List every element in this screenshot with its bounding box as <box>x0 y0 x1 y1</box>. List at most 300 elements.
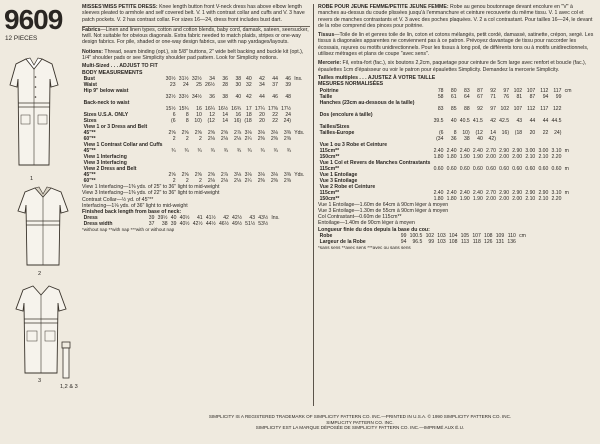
table-cell: 40 <box>170 215 177 222</box>
table-cell: 2.90 <box>512 147 523 154</box>
row-label: Vue 1 Entoilage <box>319 171 358 178</box>
table-cell: 43 <box>249 215 256 222</box>
table-cell: 37 <box>272 81 278 88</box>
table-cell: 103 <box>437 233 446 240</box>
table-cell: 24) <box>554 129 562 136</box>
table-cell: 53½ <box>258 221 269 228</box>
table-cell: 39½ <box>157 215 168 222</box>
row-label: View 1 Interfacing <box>83 153 127 160</box>
table-cell: 16¼ <box>204 105 215 112</box>
table-cell: 34 <box>209 75 215 82</box>
table-cell: 108 <box>484 233 493 240</box>
notions-en-text: Thread, seam binding (opt.), six 5/8" buttons, 2" wide belt backing and buckle kit (opt.), 1/4" shoulder pads or see Simplicity shoulder pad pattern. Look for Simplicity notions. <box>82 48 304 62</box>
table-cell: 2.10 <box>525 195 536 202</box>
table-cell: 2⅛ <box>220 177 229 184</box>
tissus-fr <box>318 32 594 57</box>
table-cell: 2⅝ <box>194 171 202 178</box>
table-cell: 44 <box>272 75 278 82</box>
row-label: Vue 1 ou 3 Robe et Ceinture <box>319 141 388 148</box>
yardage-table-fr <box>318 88 573 202</box>
table-cell: 76 <box>503 93 510 100</box>
english-column <box>82 4 310 233</box>
table-cell: 2.20 <box>551 195 562 202</box>
table-cell: 2.40 <box>472 147 483 154</box>
table-cell: 2 <box>172 135 176 142</box>
table-cell: 2⅝ <box>181 171 189 178</box>
table-cell: 87 <box>477 87 483 94</box>
table-cell: 80 <box>450 87 457 94</box>
table-cell: 14 <box>222 111 229 118</box>
table-cell: 10 <box>196 111 202 118</box>
row-unit: Yds. <box>294 129 305 136</box>
row-label: Dress width <box>83 221 113 228</box>
table-cell: 109 <box>495 233 505 240</box>
table-cell: 17 <box>246 105 252 112</box>
table-cell: 2.40 <box>446 147 457 154</box>
row-label: View 3 Interfacing <box>83 159 127 166</box>
table-cell: 30½ <box>165 75 176 82</box>
table-cell: 20 <box>529 129 536 136</box>
row-unit: Ins. <box>271 215 280 222</box>
table-cell: 2.40 <box>459 147 470 154</box>
row-label: View 1 Contrast Collar and Cuffs <box>83 141 163 148</box>
row-label: View 1 or 3 Dress and Belt <box>83 123 148 130</box>
table-cell: 40 <box>450 117 457 124</box>
table-cell: 113 <box>461 239 470 246</box>
table-cell: 3⅛ <box>270 129 278 136</box>
table-cell: 107 <box>513 105 523 112</box>
yardage-table-en <box>82 76 306 184</box>
row-label: 45"** <box>83 129 96 136</box>
table-cell: 40.5 <box>459 117 470 124</box>
table-cell: 42 <box>223 215 229 222</box>
view-2-sketch <box>16 185 70 270</box>
table-cell: 103 <box>437 239 446 246</box>
table-cell: 3⅛ <box>244 171 252 178</box>
table-cell: 42½ <box>232 215 242 222</box>
table-cell: 42.5 <box>499 117 510 124</box>
table-cell: 42 <box>246 93 252 100</box>
table-cell: 2.10 <box>538 195 549 202</box>
fabrics-en <box>82 27 310 46</box>
table-cell: 2.90 <box>499 189 510 196</box>
table-cell: 87 <box>529 93 536 100</box>
row-label: View 2 Dress and Belt <box>83 165 137 172</box>
piece-count: 12 PIECES <box>5 35 38 42</box>
table-cell: ¾ <box>247 147 252 154</box>
table-cell: 110 <box>507 233 516 240</box>
table-cell: 10) <box>462 129 470 136</box>
row-label: Back-neck to waist <box>83 99 130 106</box>
table-cell: 44½ <box>205 221 216 228</box>
table-cell: 39 <box>285 81 292 88</box>
footer-company: SIMPLICITY PATTERN CO. INC. <box>326 419 394 425</box>
row-label: 150cm** <box>319 153 340 160</box>
table-cell: 2 <box>198 177 202 184</box>
view-2-label: 2 <box>38 271 42 277</box>
row-label: 60"** <box>83 177 96 184</box>
table-cell: 16½ <box>218 105 229 112</box>
table-cell: 2.90 <box>499 147 510 154</box>
row-unit: Ins. <box>294 75 303 82</box>
footer <box>140 414 580 431</box>
table-cell: (12 <box>207 117 215 124</box>
table-cell: 1.90 <box>459 153 470 160</box>
table-cell: 2⅛ <box>234 177 242 184</box>
table-cell: 2⅛ <box>207 135 215 142</box>
finished-table-en <box>82 215 281 227</box>
table-cell: 2 <box>172 177 176 184</box>
belt-view-label: 1,2 & 3 <box>60 384 78 390</box>
table-cell: 16 <box>235 111 242 118</box>
table-cell: 99 <box>428 239 435 246</box>
row-label: Taille <box>319 93 333 100</box>
row-label: Vue 2 Robe et Ceinture <box>319 183 376 190</box>
table-cell: 2⅜ <box>257 177 265 184</box>
table-cell: ¾ <box>210 147 215 154</box>
table-cell: 2⅝ <box>220 129 229 136</box>
fabrics-en-label: Fabrics <box>82 26 101 33</box>
table-cell: 36 <box>209 93 215 100</box>
table-cell: 22 <box>542 129 549 136</box>
table-cell: 88 <box>464 105 470 112</box>
table-cell: 67 <box>477 93 483 100</box>
table-cell: 2.00 <box>486 195 496 202</box>
table-cell: 15¾ <box>178 105 189 112</box>
table-cell: 8 <box>185 111 189 118</box>
table-cell: 16¾ <box>231 105 242 112</box>
table-cell: 0.60 <box>459 165 470 172</box>
table-cell: 40½ <box>179 215 190 222</box>
table-cell: 2.40 <box>433 189 444 196</box>
table-cell: 2.40 <box>446 189 457 196</box>
table-cell: 99 <box>555 93 562 100</box>
table-cell: 1.80 <box>433 195 444 202</box>
interfacing-v3-en: View 3 Interfacing—1⅜ yds. of 22" to 36" light to mid-weight <box>82 190 220 197</box>
table-cell: 42 <box>259 75 265 82</box>
table-cell: 40 <box>477 135 483 142</box>
title-fr: ROBE POUR JEUNE FEMME/PETITE JEUNE FEMME: <box>318 4 449 10</box>
table-cell: 2.00 <box>512 195 523 202</box>
table-cell: 40 <box>246 75 252 82</box>
finished-table-fr <box>318 233 527 245</box>
table-cell: 3.00 <box>538 147 549 154</box>
table-cell: 2.90 <box>538 189 549 196</box>
table-cell: 2¼ <box>244 177 252 184</box>
table-cell: 112 <box>527 105 536 112</box>
table-cell: 17½ <box>281 105 292 112</box>
table-cell: 20 <box>259 117 265 124</box>
table-cell: 41½ <box>205 215 216 222</box>
table-cell: 32½ <box>165 93 176 100</box>
table-cell: 102 <box>513 87 523 94</box>
table-cell: 17⅜ <box>267 105 278 112</box>
table-cell: 2.40 <box>433 147 444 154</box>
table-cell: 107 <box>472 233 481 240</box>
table-cell: 61 <box>450 93 457 100</box>
table-cell: 44 <box>529 117 536 124</box>
table-cell: 38 <box>235 75 242 82</box>
entoilage-v3-fr: Vue 3 Entoilage—1.30m de 55cm à 90cm léger à moyen <box>318 207 449 214</box>
table-cell: 3⅛ <box>234 171 242 178</box>
table-cell: 2⅝ <box>207 129 215 136</box>
table-cell: 2⅝ <box>207 171 215 178</box>
table-cell: 92 <box>477 105 483 112</box>
table-cell: 78 <box>437 87 444 94</box>
entoilage-v2-fr: Entoilage—1.40m de 90cm léger à moyen <box>318 220 415 227</box>
table-cell: 2⅛ <box>234 135 242 142</box>
table-cell: (6 <box>438 129 444 136</box>
table-cell: 0.60 <box>551 165 562 172</box>
row-label: Vue 1 Col et Revers de Manches Contrastants <box>319 159 431 166</box>
table-cell: 3⅜ <box>283 129 292 136</box>
table-cell: 85 <box>450 105 457 112</box>
mesures-fr: MESURES NORMALISÉES <box>318 81 384 88</box>
notions-en <box>82 49 310 62</box>
table-cell: 37 <box>148 221 155 228</box>
table-cell: 41.5 <box>472 117 483 124</box>
table-cell: 32½ <box>191 75 202 82</box>
table-cell: 28 <box>222 81 229 88</box>
table-cell: 25 <box>196 81 202 88</box>
row-label: Sizes <box>83 117 97 124</box>
row-label: 60"** <box>83 135 96 142</box>
table-cell: 41 <box>196 215 203 222</box>
table-cell: 64 <box>464 93 470 100</box>
table-cell: 2.40 <box>459 189 470 196</box>
table-cell: 42) <box>488 135 496 142</box>
table-cell: 2.70 <box>486 189 496 196</box>
table-cell: 40 <box>235 93 242 100</box>
table-cell: 2⅛ <box>220 135 229 142</box>
table-cell: 44 <box>259 93 265 100</box>
table-cell: 22 <box>272 117 278 124</box>
table-cell: ¾ <box>273 147 278 154</box>
row-unit: m <box>564 189 569 196</box>
finished-back-en: Finished back length from base of neck: <box>82 209 182 216</box>
table-cell: 2⅜ <box>257 135 265 142</box>
table-cell: 2⅝ <box>194 129 202 136</box>
table-cell: 83 <box>464 87 470 94</box>
table-cell: 136 <box>507 239 516 246</box>
table-cell: 3⅛ <box>244 129 252 136</box>
row-label: Dos (encolure à taille) <box>319 111 373 118</box>
table-cell: ¾ <box>184 147 189 154</box>
table-cell: 2⅜ <box>270 135 278 142</box>
table-cell: 2⅝ <box>168 129 176 136</box>
table-cell: 36 <box>450 135 457 142</box>
description-fr <box>318 4 594 29</box>
table-cell: 14 <box>222 117 229 124</box>
table-cell: 94 <box>542 93 549 100</box>
table-cell: 2⅝ <box>168 171 176 178</box>
table-cell: 16) <box>501 129 510 136</box>
table-cell: 104 <box>448 233 458 240</box>
row-label: 115cm** <box>319 147 340 154</box>
tissus-fr-label: Tissus <box>318 32 335 39</box>
row-label: Tailles-Europe <box>319 129 355 136</box>
table-cell: 38 <box>464 135 470 142</box>
table-cell: 16) <box>233 117 242 124</box>
table-cell: 131 <box>495 239 505 246</box>
table-cell: 44 <box>542 117 549 124</box>
table-cell: 2⅝ <box>181 129 189 136</box>
table-cell: 17¼ <box>254 105 265 112</box>
table-cell: 2⅞ <box>234 129 242 136</box>
table-cell: 26½ <box>204 81 215 88</box>
row-label: Vue 3 Entoilage <box>319 177 358 184</box>
table-cell: 39.5 <box>433 117 444 124</box>
table-cell: (18 <box>244 117 252 124</box>
table-cell: 39 <box>170 221 177 228</box>
table-cell: 0.60 <box>512 165 523 172</box>
table-cell: 30 <box>235 81 242 88</box>
table-cell: 99 <box>400 233 407 240</box>
table-cell: 96.5 <box>412 239 423 246</box>
row-label: Robe <box>319 233 333 240</box>
table-cell: 6 <box>172 111 176 118</box>
view-3-label: 3 <box>38 378 42 384</box>
table-cell: 18 <box>246 111 252 118</box>
table-cell: 1.80 <box>446 195 457 202</box>
table-cell: 3⅛ <box>257 129 265 136</box>
table-cell: 24) <box>283 117 292 124</box>
table-cell: 100.5 <box>409 233 423 240</box>
table-cell: 117 <box>553 87 562 94</box>
table-cell: (6 <box>171 117 176 124</box>
row-unit: m <box>564 165 569 172</box>
table-cell: 71 <box>490 93 496 100</box>
table-cell: 8 <box>185 117 189 124</box>
table-cell: 42½ <box>192 221 203 228</box>
belt-sketch <box>58 340 74 380</box>
longueur-fr: Longueur finie du dos depuis la base du cou: <box>318 226 430 233</box>
mercerie-fr <box>318 60 594 73</box>
table-cell: 33½ <box>178 93 189 100</box>
interfacing-v1-en: View 1 Interfacing—1⅜ yds. of 25" to 36" light to mid-weight <box>82 183 220 190</box>
footnote-en: *without nap **with nap ***with or without nap <box>82 227 175 233</box>
table-cell: 0.60 <box>472 165 483 172</box>
table-cell: 2.70 <box>486 147 496 154</box>
table-cell: 83 <box>437 105 444 112</box>
row-label: 45"** <box>83 171 96 178</box>
title-en: MISSES'/MISS PETITE DRESS: <box>82 4 158 10</box>
table-cell: 1.90 <box>472 195 483 202</box>
row-label: 115cm** <box>319 189 340 196</box>
table-cell: 36 <box>222 75 229 82</box>
row-label: 45"** <box>83 147 96 154</box>
fabrics-en-text: —Linen and linen types, cotton and cotton blends, baby cord, damask, sateen, seersucker, twill. Not suitable for obvious diagonals. Extra fabric needed to match plaids, stripes or one-way design fabrics. For pile, shaded or one-way design fabrics, use with nap yardages/layouts. <box>82 26 309 46</box>
table-cell: 0.60 <box>538 165 549 172</box>
table-cell: 2.20 <box>551 153 562 160</box>
tailles-multiples-fr: Tailles multiples . . . AJUSTEZ À VOTRE TAILLE <box>318 74 436 81</box>
table-cell: 3.00 <box>525 147 536 154</box>
table-cell: 2.10 <box>538 153 549 160</box>
table-cell: ¾ <box>286 147 292 154</box>
table-cell: 23 <box>169 81 176 88</box>
table-cell: 24 <box>183 81 189 88</box>
row-label: Bust <box>83 75 95 82</box>
description-en <box>82 4 310 23</box>
table-cell: 2.90 <box>512 189 523 196</box>
table-cell: 43½ <box>258 215 269 222</box>
table-cell: ¾ <box>260 147 265 154</box>
table-cell: 46 <box>272 93 278 100</box>
body-measurements-en: BODY MEASUREMENTS <box>82 69 143 76</box>
table-cell: 2.00 <box>499 195 510 202</box>
table-cell: 34 <box>259 81 265 88</box>
table-cell: 38 <box>161 221 168 228</box>
table-cell: 0.60 <box>446 165 457 172</box>
table-cell: 3.10 <box>551 147 562 154</box>
entoilage-v1-fr: Vue 1 Entoilage—1.60m de 64cm à 90cm léger à moyen <box>318 201 449 208</box>
table-cell: 2¼ <box>244 135 252 142</box>
table-cell: 39 <box>148 215 155 222</box>
table-cell: ¾ <box>223 147 229 154</box>
table-cell: 102 <box>425 233 435 240</box>
table-cell: 2.00 <box>486 153 496 160</box>
table-cell: 20 <box>259 111 265 118</box>
table-cell: 24 <box>285 111 292 118</box>
table-cell: (12 <box>475 129 483 136</box>
multi-sized-en: Multi-Sized . . . ADJUST TO FIT <box>82 63 158 70</box>
table-cell: 2.90 <box>525 189 536 196</box>
table-cell: 46 <box>285 75 292 82</box>
table-cell: 12 <box>209 111 215 118</box>
mercerie-fr-label: Mercerie: <box>318 60 342 67</box>
table-cell: 3⅜ <box>283 171 292 178</box>
table-cell: 118 <box>472 239 481 246</box>
table-cell: 1.90 <box>459 195 470 202</box>
row-unit: m <box>564 147 569 154</box>
table-cell: 38 <box>222 93 229 100</box>
col-contrastant-fr: Col Contrastant—0.60m de 115cm** <box>318 214 402 221</box>
table-cell: 2 <box>185 177 189 184</box>
row-unit: cm <box>564 87 572 94</box>
table-cell: 1.90 <box>472 153 483 160</box>
table-cell: ¾ <box>236 147 242 154</box>
table-cell: 0.60 <box>499 165 510 172</box>
table-cell: 22 <box>272 111 278 118</box>
table-cell: 0.60 <box>525 165 536 172</box>
table-cell: 43 <box>516 117 523 124</box>
table-cell: 48 <box>285 93 292 100</box>
table-cell: (18 <box>514 129 523 136</box>
table-cell: 117 <box>540 105 549 112</box>
table-cell: 2.00 <box>499 153 510 160</box>
row-unit: cm <box>519 233 526 240</box>
table-cell: 0.60 <box>486 165 496 172</box>
table-cell: (34 <box>436 135 444 142</box>
table-cell: 8 <box>453 129 457 136</box>
table-cell: 92 <box>490 87 496 94</box>
table-cell: 1.80 <box>446 153 457 160</box>
description-fr-text: Robe au genou boutonnage devant encolure en "V" à manches au-dessus du coude plissées jusqu'à l'emmanchure et ceinture recouverte du même tissu. V. 1 avec col et revers de manches contrastants et V. 3 avec des poches plaquées. V. 2 a col contrastant. Pour tailles 16—24, le devant de la robe comprend des pinces pour poitrine. <box>318 4 593 29</box>
table-cell: 2.00 <box>512 153 523 160</box>
table-cell: 2.40 <box>472 189 483 196</box>
notions-en-label: Notions: <box>82 48 104 55</box>
table-cell: 97 <box>503 87 510 94</box>
table-cell: 1.80 <box>433 153 444 160</box>
description-en-text: Knee length button front V-neck dress has above elbow length sleeves pleated to armhole and self covered belt. V. 1 with contrast collar and cuffs and V. 3 have patch pockets. V. 2 has contrast collar. For sizes 16—24, dress front includes bust dart. <box>82 4 305 23</box>
row-label: Hanches (23cm au-dessous de la taille) <box>319 99 415 106</box>
view-1-label: 1 <box>30 176 34 182</box>
table-cell: 16 <box>196 105 202 112</box>
table-cell: 15½ <box>165 105 176 112</box>
row-label: Tailles/Sizes <box>319 123 350 130</box>
table-cell: 112 <box>540 87 549 94</box>
row-label: Hip 9" below waist <box>83 87 129 94</box>
